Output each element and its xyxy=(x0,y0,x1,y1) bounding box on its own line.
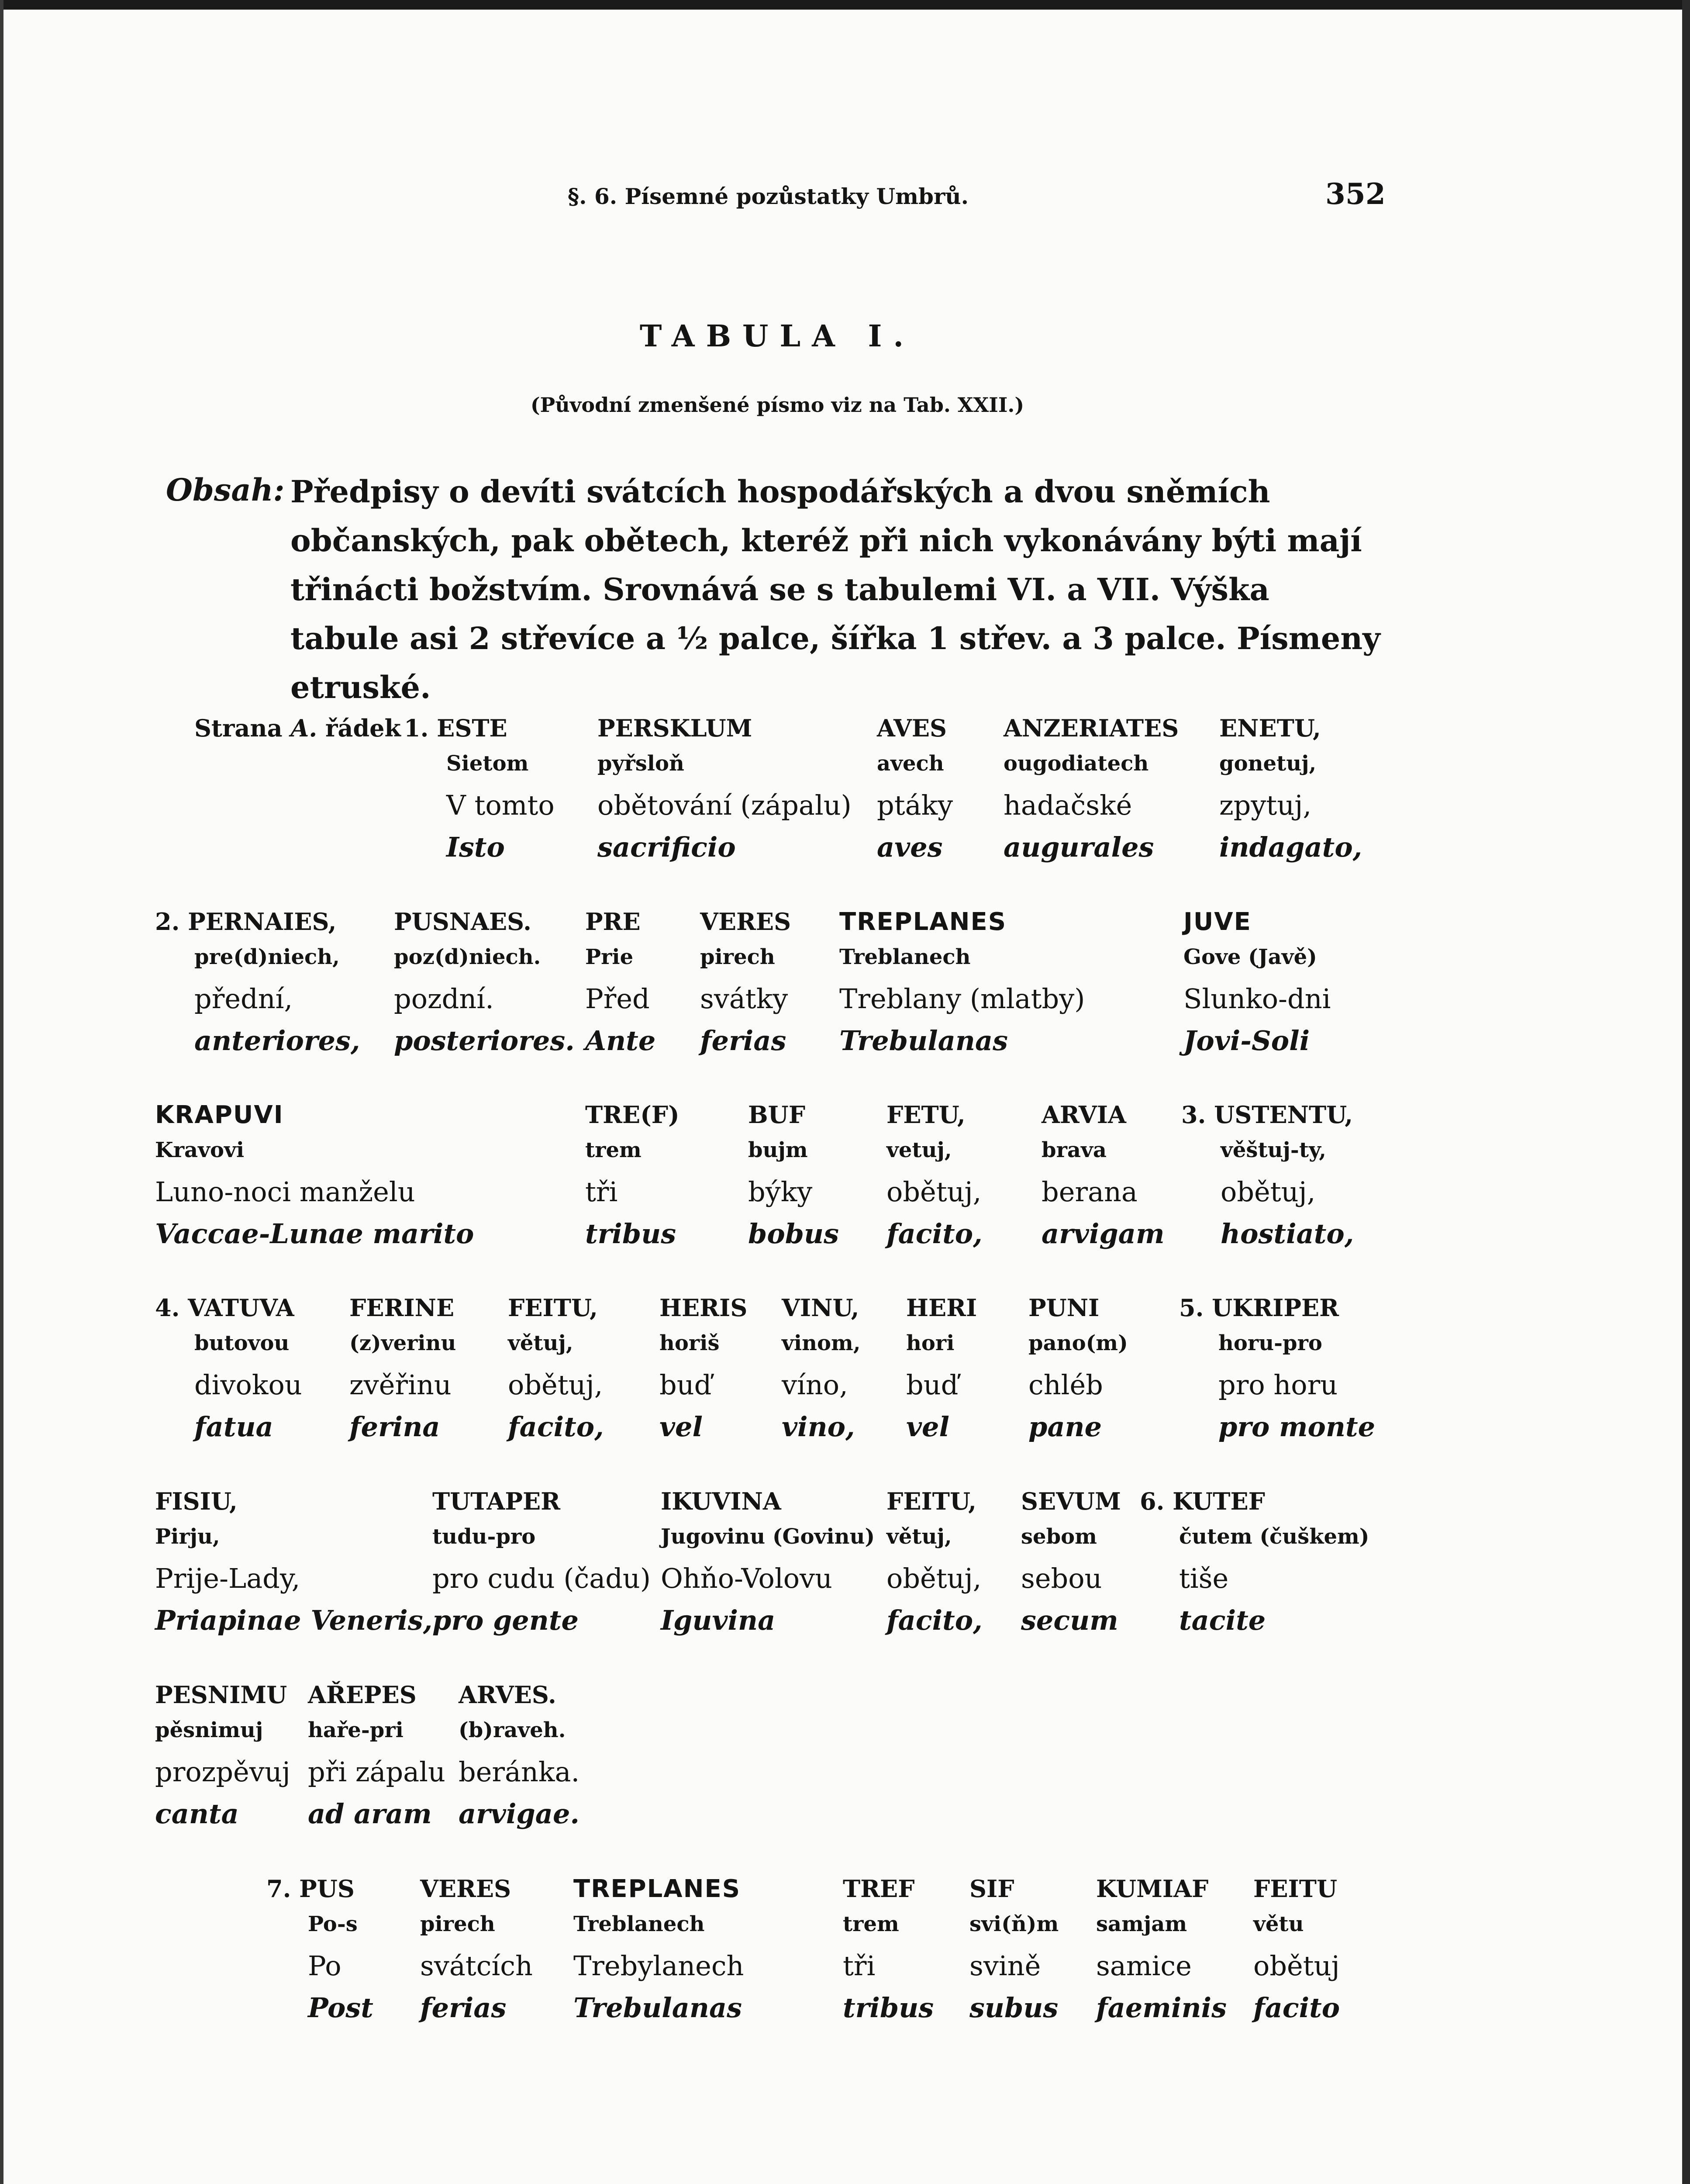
row-label-strana: Strana xyxy=(194,714,283,742)
transliteration: ougodiatech xyxy=(1004,751,1149,776)
czech-translation: buď xyxy=(906,1369,959,1401)
line-row xyxy=(0,714,1690,902)
transliteration: trem xyxy=(585,1138,642,1162)
transliteration: věštuj-ty, xyxy=(1221,1138,1326,1162)
umbrian-word: FISIU, xyxy=(155,1487,238,1515)
transliteration: sebom xyxy=(1021,1524,1097,1549)
umbrian-word: 1. ESTE xyxy=(404,714,507,742)
row-label-side: A. xyxy=(290,714,317,742)
transliteration: horu-pro xyxy=(1218,1331,1322,1355)
czech-translation: tiše xyxy=(1179,1562,1229,1594)
line-row xyxy=(0,1294,1690,1482)
latin-translation: aves xyxy=(877,831,943,863)
transliteration: (z)verinu xyxy=(349,1331,456,1355)
czech-translation: Ohňo-Volovu xyxy=(661,1562,832,1594)
czech-translation: svině xyxy=(969,1950,1041,1982)
latin-translation: pro monte xyxy=(1218,1411,1376,1443)
line-row xyxy=(0,1681,1690,1869)
scan-edge-top xyxy=(0,0,1690,10)
umbrian-word: TREPLANES xyxy=(839,908,1007,936)
latin-translation: arvigam xyxy=(1042,1218,1165,1250)
transliteration: pirech xyxy=(700,945,775,969)
umbrian-word: ARVIA xyxy=(1042,1101,1126,1129)
umbrian-word: HERIS xyxy=(659,1294,748,1322)
umbrian-word: TRE(F) xyxy=(585,1101,679,1129)
latin-translation: ferina xyxy=(349,1411,440,1443)
latin-translation: arvigae. xyxy=(459,1798,579,1830)
czech-translation: V tomto xyxy=(446,789,555,821)
czech-translation: ptáky xyxy=(877,789,953,821)
umbrian-word: KUMIAF xyxy=(1096,1875,1209,1903)
czech-translation: svátcích xyxy=(420,1950,533,1982)
obsah-text: Předpisy o devíti svátcích hospodářských a dvou sněmích občanských, pak obětech, kteréž při nich vykonávány býti mají třinácti božstvím. Srovnává se s tabulemi VI. a VII. Výška tabule asi 2 střevíce a ½ palce, šířka 1 střev. a 3 palce. Písmeny etruské. xyxy=(290,473,1380,705)
transliteration: Prie xyxy=(585,945,634,969)
transliteration: (b)raveh. xyxy=(459,1718,566,1742)
latin-translation: anteriores, xyxy=(194,1025,360,1057)
latin-translation: tacite xyxy=(1179,1604,1266,1636)
transliteration: pirech xyxy=(420,1912,495,1936)
umbrian-word: SEVUM xyxy=(1021,1487,1121,1515)
czech-translation: pozdní. xyxy=(394,983,494,1015)
transliteration: butovou xyxy=(194,1331,290,1355)
latin-translation: facito, xyxy=(886,1604,983,1636)
transliteration: Treblanech xyxy=(839,945,971,969)
obsah-label: Obsah: xyxy=(166,472,285,508)
latin-translation: tribus xyxy=(843,1992,934,2024)
umbrian-word: PUNI xyxy=(1028,1294,1100,1322)
umbrian-word: ARVES. xyxy=(459,1681,556,1709)
latin-translation: fatua xyxy=(194,1411,273,1443)
umbrian-word: TREPLANES xyxy=(573,1875,741,1903)
latin-translation: Ante xyxy=(585,1025,656,1057)
transliteration: svi(ň)m xyxy=(969,1912,1059,1936)
row-label-radek: řádek xyxy=(325,714,401,742)
umbrian-word: PESNIMU xyxy=(155,1681,287,1709)
czech-translation: obětuj, xyxy=(886,1562,982,1594)
czech-translation: obětuj, xyxy=(1221,1176,1316,1208)
transliteration: vetuj, xyxy=(886,1138,952,1162)
czech-translation: zpytuj, xyxy=(1219,789,1312,821)
umbrian-word: JUVE xyxy=(1183,908,1252,936)
umbrian-word: PRE xyxy=(585,908,641,936)
czech-translation: zvěřinu xyxy=(349,1369,452,1401)
tabula-subtitle: (Původní zmenšené písmo viz na Tab. XXII.) xyxy=(530,393,1024,417)
running-title: §. 6. Písemné pozůstatky Umbrů. xyxy=(568,183,969,209)
czech-translation: přední, xyxy=(194,983,293,1015)
umbrian-word: AŘEPES xyxy=(308,1681,417,1709)
transliteration: větuj, xyxy=(886,1524,952,1549)
transliteration: trem xyxy=(843,1912,899,1936)
czech-translation: Po xyxy=(308,1950,341,1982)
transliteration: poz(d)niech. xyxy=(394,945,541,969)
latin-translation: facito, xyxy=(886,1218,983,1250)
transliteration: čutem (čuškem) xyxy=(1179,1524,1369,1549)
transliteration: pěsnimuj xyxy=(155,1718,263,1742)
czech-translation: berana xyxy=(1042,1176,1138,1208)
line-row xyxy=(0,908,1690,1095)
umbrian-word: PUSNAES. xyxy=(394,908,531,936)
umbrian-word: 2. PERNAIES, xyxy=(155,908,337,936)
transliteration: haře-pri xyxy=(308,1718,404,1742)
czech-translation: tři xyxy=(585,1176,618,1208)
latin-translation: subus xyxy=(969,1992,1059,2024)
czech-translation: divokou xyxy=(194,1369,302,1401)
latin-translation: vel xyxy=(906,1411,950,1443)
czech-translation: tři xyxy=(843,1950,876,1982)
czech-translation: beránka. xyxy=(459,1756,580,1788)
latin-translation: hostiato, xyxy=(1221,1218,1354,1250)
transliteration: tudu-pro xyxy=(432,1524,536,1549)
umbrian-word: 3. USTENTU, xyxy=(1181,1101,1353,1129)
transliteration: Po-s xyxy=(308,1912,358,1936)
umbrian-word: PERSKLUM xyxy=(597,714,752,742)
czech-translation: svátky xyxy=(700,983,788,1015)
czech-translation: Prije-Lady, xyxy=(155,1562,300,1594)
transliteration: Sietom xyxy=(446,751,529,776)
umbrian-word: IKUVINA xyxy=(661,1487,781,1515)
latin-translation: pro gente xyxy=(432,1604,579,1636)
umbrian-word: FEITU, xyxy=(508,1294,598,1322)
transliteration: Treblanech xyxy=(573,1912,705,1936)
latin-translation: vino, xyxy=(782,1411,855,1443)
latin-translation: Trebulanas xyxy=(573,1992,742,2024)
transliteration: Pirju, xyxy=(155,1524,220,1549)
transliteration: Kravovi xyxy=(155,1138,245,1162)
czech-translation: samice xyxy=(1096,1950,1192,1982)
czech-translation: sebou xyxy=(1021,1562,1102,1594)
umbrian-word: HERI xyxy=(906,1294,977,1322)
transliteration: Gove (Javě) xyxy=(1183,945,1317,969)
umbrian-word: FERINE xyxy=(349,1294,455,1322)
umbrian-word: 4. VATUVA xyxy=(155,1294,294,1322)
latin-translation: canta xyxy=(155,1798,239,1830)
latin-translation: Iguvina xyxy=(661,1604,776,1636)
latin-translation: Post xyxy=(308,1992,373,2024)
umbrian-word: 5. UKRIPER xyxy=(1179,1294,1339,1322)
transliteration: pre(d)niech, xyxy=(194,945,340,969)
czech-translation: při zápalu xyxy=(308,1756,445,1788)
transliteration: větuj, xyxy=(508,1331,573,1355)
czech-translation: obětuj xyxy=(1253,1950,1340,1982)
latin-translation: faeminis xyxy=(1096,1992,1227,2024)
czech-translation: prozpěvuj xyxy=(155,1756,290,1788)
transliteration: samjam xyxy=(1096,1912,1187,1936)
latin-translation: tribus xyxy=(585,1218,676,1250)
umbrian-word: VINU, xyxy=(782,1294,859,1322)
umbrian-word: SIF xyxy=(969,1875,1014,1903)
transliteration: větu xyxy=(1253,1912,1304,1936)
page-number: 352 xyxy=(1325,177,1386,211)
latin-translation: Priapinae Veneris, xyxy=(155,1604,433,1636)
umbrian-word: VERES xyxy=(420,1875,511,1903)
umbrian-word: ANZERIATES xyxy=(1004,714,1179,742)
umbrian-word: FEITU, xyxy=(886,1487,976,1515)
czech-translation: víno, xyxy=(782,1369,848,1401)
latin-translation: Isto xyxy=(446,831,505,863)
latin-translation: ferias xyxy=(700,1025,786,1057)
czech-translation: pro cudu (čadu) xyxy=(432,1562,651,1594)
transliteration: pyřsloň xyxy=(597,751,684,776)
transliteration: vinom, xyxy=(782,1331,861,1355)
latin-translation: facito xyxy=(1253,1992,1340,2024)
latin-translation: secum xyxy=(1021,1604,1118,1636)
umbrian-word: FEITU xyxy=(1253,1875,1338,1903)
umbrian-word: VERES xyxy=(700,908,791,936)
umbrian-word: AVES xyxy=(877,714,947,742)
czech-translation: chléb xyxy=(1028,1369,1103,1401)
latin-translation: Trebulanas xyxy=(839,1025,1008,1057)
czech-translation: Treblany (mlatby) xyxy=(839,983,1085,1015)
umbrian-word: 6. KUTEF xyxy=(1140,1487,1265,1515)
czech-translation: Luno-noci manželu xyxy=(155,1176,415,1208)
umbrian-word: TREF xyxy=(843,1875,915,1903)
latin-translation: facito, xyxy=(508,1411,604,1443)
umbrian-word: KRAPUVI xyxy=(155,1101,284,1129)
line-row xyxy=(0,1875,1690,2063)
umbrian-word: 7. PUS xyxy=(266,1875,355,1903)
latin-translation: bobus xyxy=(748,1218,839,1250)
transliteration: Jugovinu (Govinu) xyxy=(661,1524,875,1549)
latin-translation: augurales xyxy=(1004,831,1154,863)
czech-translation: Před xyxy=(585,983,650,1015)
latin-translation: ferias xyxy=(420,1992,507,2024)
umbrian-word: TUTAPER xyxy=(432,1487,561,1515)
row-label xyxy=(194,714,401,742)
latin-translation: pane xyxy=(1028,1411,1102,1443)
umbrian-word: ENETU, xyxy=(1219,714,1321,742)
latin-translation: Vaccae-Lunae marito xyxy=(155,1218,474,1250)
latin-translation: Jovi-Soli xyxy=(1183,1025,1310,1057)
czech-translation: obětuj, xyxy=(886,1176,982,1208)
czech-translation: býky xyxy=(748,1176,813,1208)
line-row xyxy=(0,1101,1690,1289)
transliteration: avech xyxy=(877,751,944,776)
umbrian-word: FETU, xyxy=(886,1101,966,1129)
czech-translation: obětování (zápalu) xyxy=(597,789,852,821)
transliteration: horiš xyxy=(659,1331,720,1355)
transliteration: gonetuj, xyxy=(1219,751,1317,776)
tabula-title: TABULA I. xyxy=(639,319,915,354)
czech-translation: pro horu xyxy=(1218,1369,1338,1401)
line-row xyxy=(0,1487,1690,1675)
czech-translation: hadačské xyxy=(1004,789,1132,821)
czech-translation: buď xyxy=(659,1369,712,1401)
czech-translation: Trebylanech xyxy=(573,1950,744,1982)
latin-translation: posteriores. xyxy=(394,1025,575,1057)
latin-translation: ad aram xyxy=(308,1798,432,1830)
transliteration: brava xyxy=(1042,1138,1107,1162)
transliteration: bujm xyxy=(748,1138,808,1162)
czech-translation: Slunko-dni xyxy=(1183,983,1331,1015)
latin-translation: vel xyxy=(659,1411,703,1443)
czech-translation: obětuj, xyxy=(508,1369,603,1401)
transliteration: hori xyxy=(906,1331,955,1355)
umbrian-word: BUF xyxy=(748,1101,806,1129)
transliteration: pano(m) xyxy=(1028,1331,1128,1355)
latin-translation: sacrificio xyxy=(597,831,736,863)
latin-translation: indagato, xyxy=(1219,831,1362,863)
